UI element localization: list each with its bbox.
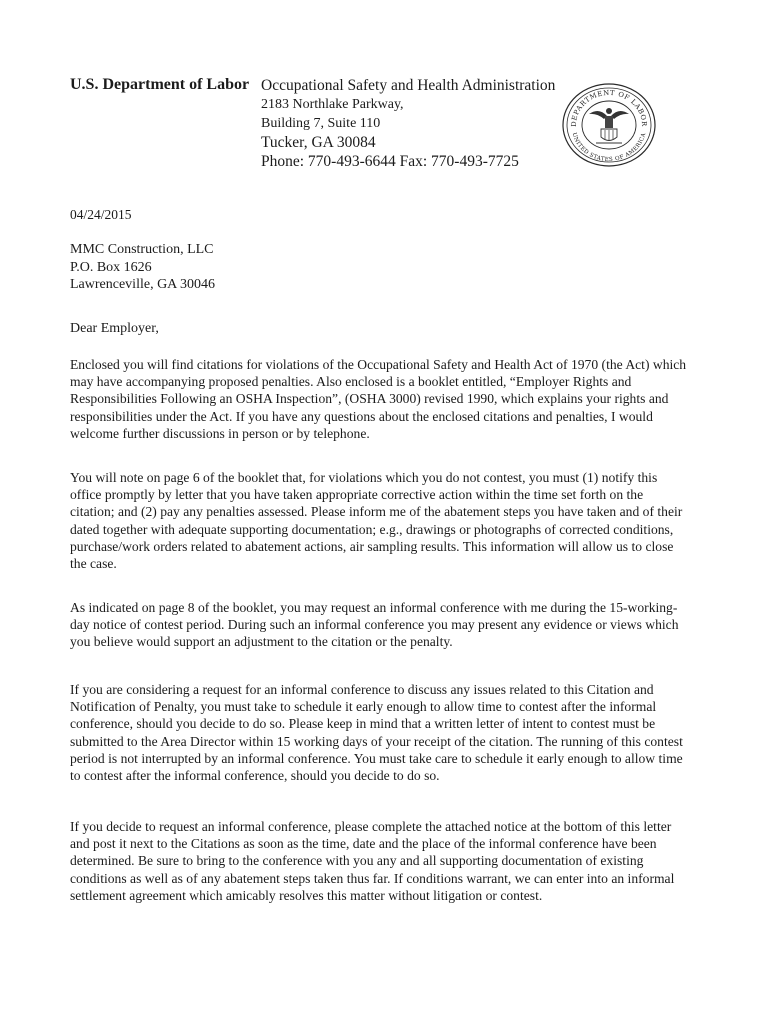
paragraph-line: dated together with adequate supporting documentation; e.g., drawings or photographs of corrected conditions, (70, 521, 674, 537)
paragraph-line: you believe would support an adjustment to the citation or the penalty. (70, 634, 453, 650)
paragraph-line: submitted to the Area Director within 15 working days of your receipt of the citation. The running of this contest (70, 733, 683, 749)
paragraph-line: may have accompanying proposed penalties. Also enclosed is a booklet entitled, “Employer Rights and (70, 374, 632, 390)
paragraph-4 (70, 681, 700, 784)
paragraph-line: Responsibilities Following an OSHA Inspection”, (OSHA 3000) revised 1990, which explains your rights and (70, 391, 669, 407)
paragraph-line: day notice of contest period. During such an informal conference you may present any evidence or views which (70, 617, 679, 633)
paragraph-line: purchase/work orders related to abatement actions, air sampling results. This information will allow us to close (70, 538, 674, 554)
paragraph-line: period is not interrupted by an informal conference. You must take care to schedule it early enough to allow time (70, 750, 683, 766)
paragraph-line: Enclosed you will find citations for violations of the Occupational Safety and Health Act of 1970 (the Act) which (70, 357, 687, 372)
paragraph-line: welcome further discussions in person or by telephone. (70, 425, 370, 441)
paragraph-3 (70, 599, 700, 651)
agency-address-block (261, 76, 555, 171)
seal-bottom-text: UNITED STATES OF AMERICA (570, 132, 648, 164)
letter-date: 04/24/2015 (70, 207, 132, 222)
recipient-address (70, 241, 215, 294)
address-line-1: 2183 Northlake Parkway, (261, 97, 404, 112)
paragraph-line: determined. Be sure to bring to the conference with you any and all supporting documentation of existing (70, 853, 644, 869)
recipient-city-state-zip: Lawrenceville, GA 30046 (70, 277, 216, 292)
agency-name: Occupational Safety and Health Administration (261, 77, 556, 94)
paragraph-line: the case. (70, 556, 117, 572)
paragraph-line: conference, should you decide to do so. Please keep in mind that a written letter of intent to contest must be (70, 716, 656, 732)
salutation: Dear Employer, (70, 321, 159, 336)
department-name: U.S. Department of Labor (70, 76, 250, 93)
paragraph-line: If you decide to request an informal conference, please complete the attached notice at the bottom of this letter (70, 819, 672, 834)
paragraph-line: If you are considering a request for an informal conference to discuss any issues related to this Citation and (70, 682, 654, 697)
paragraph-line: You will note on page 6 of the booklet that, for violations which you do not contest, you must (1) notify this (70, 470, 658, 485)
paragraph-line: and post it next to the Citations as soon as the time, date and the place of the informal conference have been (70, 836, 657, 852)
paragraph-line: responsibilities under the Act. If you have any questions about the enclosed citations and penalties, I would (70, 408, 653, 424)
phone-fax: Phone: 770-493-6644 Fax: 770-493-7725 (261, 153, 519, 170)
paragraph-5 (70, 818, 700, 904)
seal-top-text: DEPARTMENT OF LABOR (569, 88, 649, 127)
recipient-po-box: P.O. Box 1626 (70, 259, 152, 275)
paragraph-2 (70, 469, 700, 572)
recipient-name: MMC Construction, LLC (70, 242, 214, 257)
paragraph-line: to contest after the informal conference, should you decide to do so. (70, 768, 440, 784)
paragraph-1 (70, 356, 700, 442)
paragraph-line: office promptly by letter that you have taken appropriate corrective action within the time set forth on the (70, 487, 644, 503)
address-line-2: Building 7, Suite 110 (261, 116, 381, 131)
paragraph-line: conditions as well as of any abatement steps taken thus far. If conditions warrant, we can enter into an informal (70, 870, 675, 886)
paragraph-line: Notification of Penalty, you must take to schedule it early enough to allow time to contest after the informal (70, 699, 657, 715)
city-state-zip: Tucker, GA 30084 (261, 134, 376, 151)
paragraph-line: As indicated on page 8 of the booklet, you may request an informal conference with me during the 15-working- (70, 600, 678, 615)
paragraph-line: citation; and (2) pay any penalties assessed. Please inform me of the abatement steps you have taken and of their (70, 504, 683, 520)
department-seal-icon (558, 80, 660, 170)
paragraph-line: settlement agreement which amicably resolves this matter without litigation or contest. (70, 887, 543, 903)
